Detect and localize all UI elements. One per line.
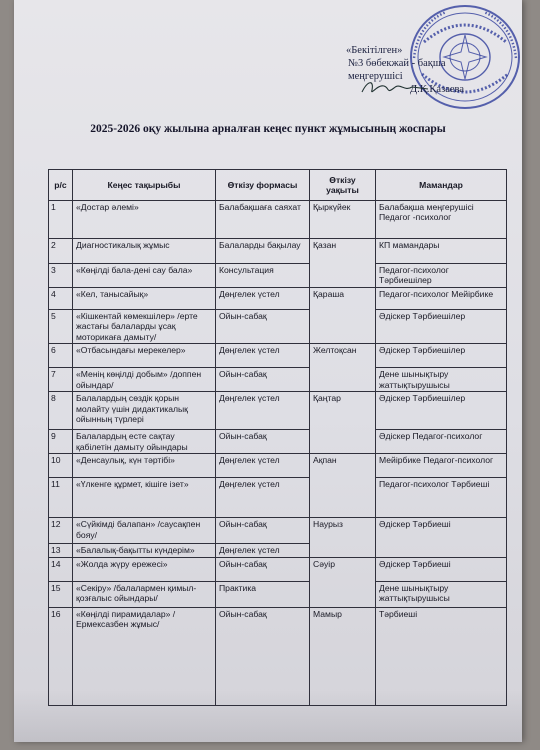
cell-time: Қаңтар	[310, 392, 376, 454]
cell-time: Наурыз	[310, 518, 376, 557]
cell-number: 4	[49, 288, 73, 310]
header-form: Өткізу формасы	[216, 170, 310, 201]
cell-number: 15	[49, 581, 73, 607]
table-row	[49, 310, 507, 344]
document-title: 2025-2026 оқу жылына арналған кеңес пункт жұмысының жоспары	[90, 123, 446, 135]
cell-time: Мамыр	[310, 607, 376, 705]
plan-table	[48, 169, 507, 706]
cell-form: Дөңгелек үстел	[216, 478, 310, 518]
cell-topic: Диагностикалық жұмыс	[73, 239, 216, 264]
cell-form: Консультация	[216, 264, 310, 288]
cell-form: Ойын-сабақ	[216, 607, 310, 705]
cell-form: Балабақшаға саяхат	[216, 201, 310, 239]
table-row	[49, 518, 507, 544]
table-header-row	[49, 170, 507, 201]
paper-shadow	[14, 690, 522, 742]
cell-form: Ойын-сабақ	[216, 557, 310, 581]
cell-number: 9	[49, 430, 73, 454]
table-row	[49, 392, 507, 430]
cell-staff: Тәрбиеші	[376, 607, 507, 705]
cell-staff: КП мамандары	[376, 239, 507, 264]
cell-topic: «Көңілді бала-дені сау бала»	[73, 264, 216, 288]
table-row	[49, 239, 507, 264]
cell-form: Дөңгелек үстел	[216, 344, 310, 368]
table-row	[49, 368, 507, 392]
signature-icon	[360, 76, 430, 98]
cell-topic: «Достар әлемі»	[73, 201, 216, 239]
cell-time: Желтоқсан	[310, 344, 376, 392]
cell-number: 7	[49, 368, 73, 392]
cell-number: 2	[49, 239, 73, 264]
table-row	[49, 581, 507, 607]
cell-number: 16	[49, 607, 73, 705]
cell-form: Балаларды бақылау	[216, 239, 310, 264]
cell-topic: «Секіру» /балалармен қимыл-қозғалыс ойындары/	[73, 581, 216, 607]
approval-line-4: Д.Қ.Қазаева	[410, 84, 465, 95]
cell-form: Дөңгелек үстел	[216, 392, 310, 430]
approval-line-3: меңгерушісі	[348, 71, 403, 82]
header-topic: Кеңес тақырыбы	[73, 170, 216, 201]
cell-number: 14	[49, 557, 73, 581]
approval-line-2: №3 бөбекжай - бақша	[348, 58, 446, 69]
header-number: р/с	[49, 170, 73, 201]
cell-form: Дөңгелек үстел	[216, 454, 310, 478]
cell-form: Ойын-сабақ	[216, 310, 310, 344]
cell-staff: Балабақша меңгерушісі Педагог -психолог	[376, 201, 507, 239]
table-row	[49, 344, 507, 368]
cell-staff: Дене шынықтыру жаттықтырушысы	[376, 581, 507, 607]
approval-line-1: «Бекітілген»	[346, 45, 403, 56]
cell-topic: «Үлкенге құрмет, кішіге ізет»	[73, 478, 216, 518]
cell-number: 3	[49, 264, 73, 288]
cell-form: Ойын-сабақ	[216, 430, 310, 454]
cell-staff: Әдіскер Педагог-психолог	[376, 430, 507, 454]
cell-number: 6	[49, 344, 73, 368]
cell-staff: Әдіскер Тәрбиешілер	[376, 392, 507, 430]
cell-topic: Балалардың есте сақтау қабілетін дамыту ойындары	[73, 430, 216, 454]
cell-number: 10	[49, 454, 73, 478]
cell-time: Ақпан	[310, 454, 376, 518]
cell-number: 13	[49, 544, 73, 557]
cell-topic: «Кел, танысайық»	[73, 288, 216, 310]
cell-topic: «Кішкентай көмекшілер» /ерте жастағы балаларды ұсақ моторикаға дамыту/	[73, 310, 216, 344]
table-row	[49, 201, 507, 239]
cell-number: 8	[49, 392, 73, 430]
cell-time: Қараша	[310, 288, 376, 344]
cell-staff: Дене шынықтыру жаттықтырушысы	[376, 368, 507, 392]
header-time: Өткізу уақыты	[310, 170, 376, 201]
cell-topic: «Жолда жүру ережесі»	[73, 557, 216, 581]
table-row	[49, 430, 507, 454]
cell-topic: «Сүйкімді балапан» /саусақпен бояу/	[73, 518, 216, 544]
table-row	[49, 454, 507, 478]
cell-number: 1	[49, 201, 73, 239]
cell-time: Қазан	[310, 239, 376, 288]
table-row	[49, 557, 507, 581]
cell-topic: «Менің көңілді добым» /доппен ойындар/	[73, 368, 216, 392]
cell-form: Дөңгелек үстел	[216, 288, 310, 310]
cell-topic: Балалардың сөздік қорын молайту үшін дидактикалық ойынның түрлері	[73, 392, 216, 430]
cell-staff: Мейірбике Педагог-психолог	[376, 454, 507, 478]
cell-number: 11	[49, 478, 73, 518]
cell-staff: Педагог-психолог Мейірбике	[376, 288, 507, 310]
document-page	[14, 0, 522, 742]
cell-topic: «Көңілді пирамидалар» /Ермексазбен жұмыс/	[73, 607, 216, 705]
table-row	[49, 478, 507, 518]
cell-number: 5	[49, 310, 73, 344]
cell-staff: Әдіскер Тәрбиешілер	[376, 310, 507, 344]
cell-time: Сәуір	[310, 557, 376, 607]
cell-staff: Әдіскер Тәрбиешілер	[376, 344, 507, 368]
cell-time: Қыркүйек	[310, 201, 376, 239]
cell-form: Ойын-сабақ	[216, 368, 310, 392]
cell-staff: Педагог-психолог Тәрбиешілер	[376, 264, 507, 288]
cell-form: Ойын-сабақ	[216, 518, 310, 544]
table-row	[49, 264, 507, 288]
cell-staff: Педагог-психолог Тәрбиеші	[376, 478, 507, 518]
cell-form: Практика	[216, 581, 310, 607]
cell-topic: «Денсаулық, күн тәртібі»	[73, 454, 216, 478]
cell-number: 12	[49, 518, 73, 544]
cell-form: Дөңгелек үстел	[216, 544, 310, 557]
cell-topic: «Отбасындағы мерекелер»	[73, 344, 216, 368]
cell-topic: «Балалық-бақытты күндерім»	[73, 544, 216, 557]
cell-staff: Әдіскер Тәрбиеші	[376, 518, 507, 557]
cell-staff: Әдіскер Тәрбиеші	[376, 557, 507, 581]
header-staff: Мамандар	[376, 170, 507, 201]
table-row	[49, 288, 507, 310]
